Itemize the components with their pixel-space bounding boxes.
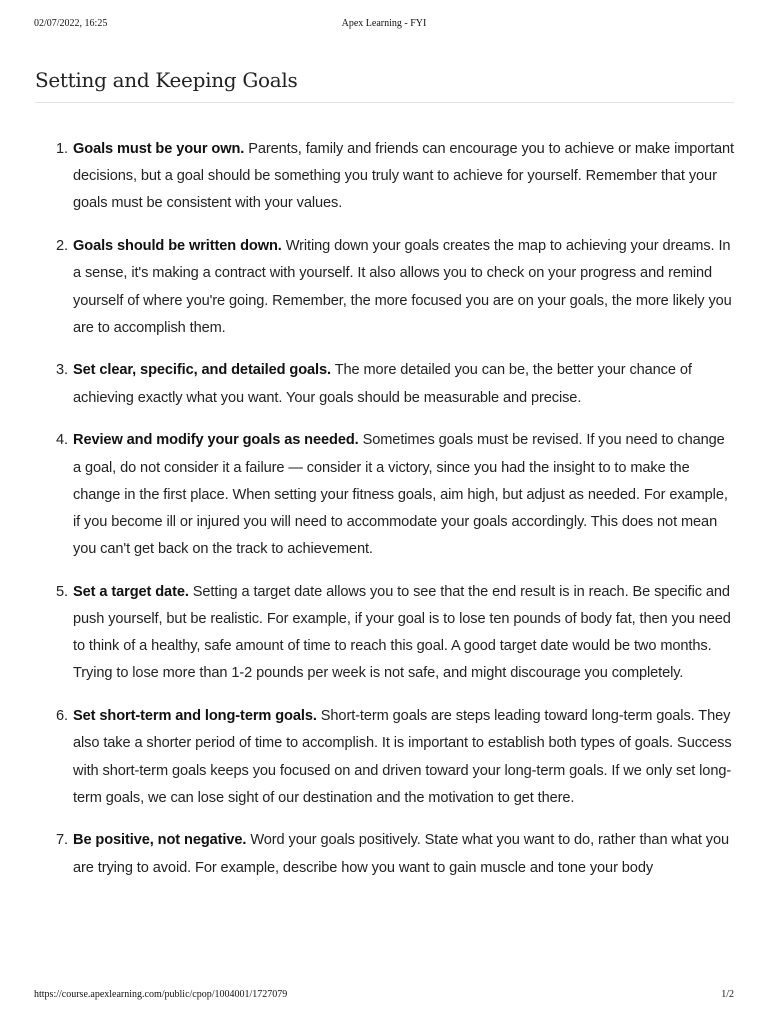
goal-lead: Set short-term and long-term goals. [73,708,317,725]
print-header [34,18,734,32]
goal-item-1 [56,136,736,218]
goal-text: Parents, family and friends can encourage you to achieve or make important decisions, but a goal should be something you truly want to achieve for yourself. Remember that your goals must be consistent with your values. [73,141,735,212]
page-number: 1/2 [721,989,734,1000]
goal-list [34,136,736,897]
print-page-title: Apex Learning - FYI [341,18,427,29]
goal-text: Writing down your goals creates the map to achieving your dreams. In a sense, it's making a contract with yourself. It also allows you to check on your progress and remind yourself of where you're going. Remember, the more focused you are on your goals, the more likely you are to accomplish them. [73,238,732,336]
goal-item-6 [56,703,736,812]
print-footer [34,989,734,1003]
goal-number: 7. [56,832,68,849]
goal-lead: Goals must be your own. [73,141,245,157]
print-date: 02/07/2022, 16:25 [34,18,108,29]
goal-item-2 [56,233,736,342]
page-url-link[interactable]: https://course.apexlearning.com/public/cpop/1004001/1727079 [34,989,288,1000]
goal-number: 4. [56,432,68,449]
page-title: Setting and Keeping Goals [35,68,734,103]
goal-number: 5. [56,583,68,600]
goal-number: 2. [56,238,68,255]
goal-item-7 [56,827,736,881]
goal-lead: Set clear, specific, and detailed goals. [73,362,331,379]
goal-item-3 [56,357,736,411]
goal-lead: Set a target date. [73,583,189,600]
goal-item-5 [56,579,736,688]
goal-item-4 [56,427,736,563]
goal-number: 3. [56,362,68,379]
goal-text: Sometimes goals must be revised. If you need to change a goal, do not consider it a failure — consider it a victory, since you had the insight to to make the change in the first place. When setting your fitness goals, aim high, but adjust as needed. For example, if you become ill or injured you will need to accommodate your goals accordingly. This does not mean you can't get back on the track to achievement. [73,432,728,558]
goal-text: Short-term goals are steps leading toward long-term goals. They also take a shorter period of time to accomplish. It is important to establish both types of goals. Success with short-term goals keeps you focused on and driven toward your long-term goals. If we only set long-term goals, we can lose sight of our destination and the motivation to get there. [73,708,732,806]
goal-lead: Review and modify your goals as needed. [73,432,359,449]
goal-text: Word your goals positively. State what you want to do, rather than what you are trying to avoid. For example, describe how you want to gain muscle and tone your body [73,832,730,876]
goal-text: The more detailed you can be, the better your chance of achieving exactly what you want. Your goals should be measurable and precise. [73,362,692,406]
goal-lead: Be positive, not negative. [73,832,247,849]
goal-lead: Goals should be written down. [73,238,282,255]
goal-text: Setting a target date allows you to see that the end result is in reach. Be specific and push yourself, but be realistic. For example, if your goal is to lose ten pounds of body fat, then you need to think of a healthy, safe amount of time to reach this goal. A good target date would be two months. Trying to lose more than 1-2 pounds per week is not safe, and might discourage you completely. [73,583,731,682]
goal-number: 1. [56,141,68,157]
goal-number: 6. [56,708,68,725]
